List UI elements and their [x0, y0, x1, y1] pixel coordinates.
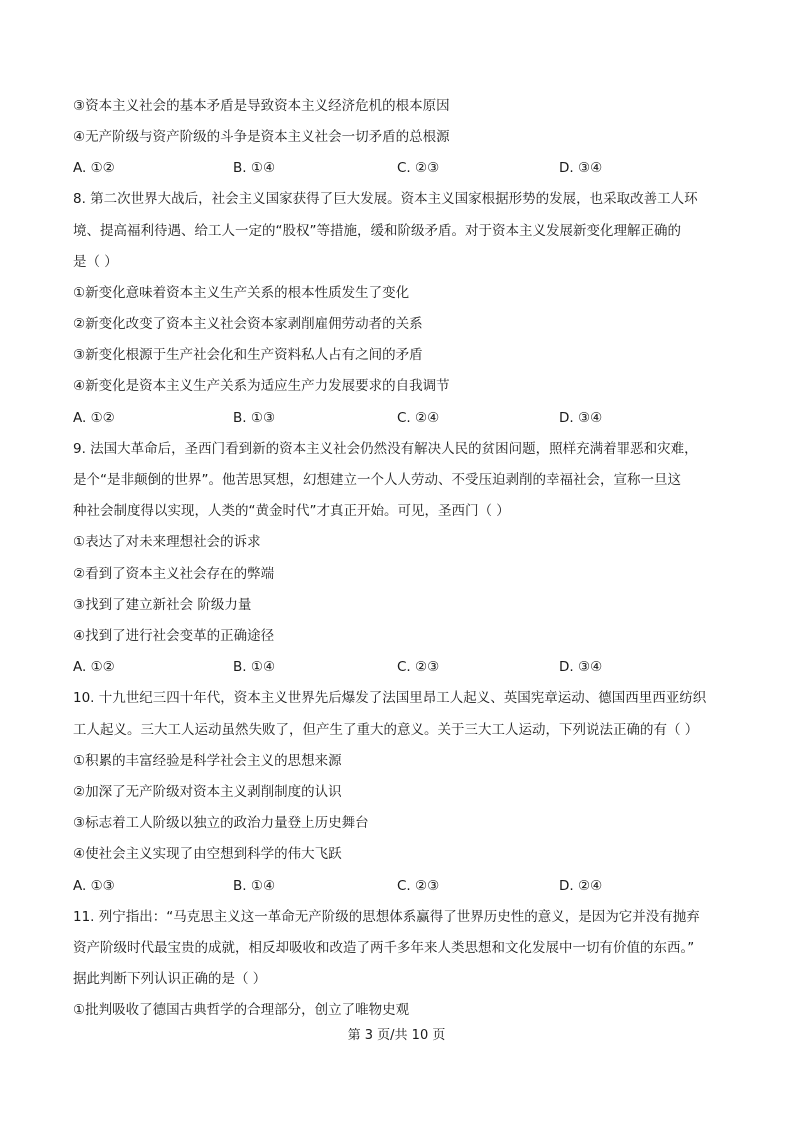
option-q9-d: D. ③④ — [559, 659, 603, 675]
question-9-stem-line-1: 9. 法国大革命后，圣西门看到新的资本主义社会仍然没有解决人民的贫困问题，照样充满着罪恶和灾难， — [73, 441, 698, 457]
statement-q8-1: ①新变化意味着资本主义生产关系的根本性质发生了变化 — [73, 285, 410, 301]
statement-q7-4: ④无产阶级与资产阶级的斗争是资本主义社会一切矛盾的总根源 — [73, 129, 450, 145]
statement-q10-3: ③标志着工人阶级以独立的政治力量登上历史舞台 — [73, 815, 369, 831]
statement-q11-1: ①批判吸收了德国古典哲学的合理部分，创立了唯物史观 — [73, 1002, 410, 1018]
question-9-stem-line-2: 是个“是非颠倒的世界”。他苦思冥想，幻想建立一个人人劳动、不受压迫剥削的幸福社会，宣称一旦这 — [73, 472, 681, 488]
statement-q8-4: ④新变化是资本主义生产关系为适应生产力发展要求的自我调节 — [73, 378, 450, 394]
question-11-stem-line-2: 资产阶级时代最宝贵的成就，相反却吸收和改造了两千多年来人类思想和文化发展中一切有价值的东西。” — [73, 940, 695, 956]
question-10-stem-line-1: 10. 十九世纪三四十年代，资本主义世界先后爆发了法国里昂工人起义、英国宪章运动、德国西里西亚纺织 — [73, 690, 707, 706]
question-10-stem-line-2: 工人起义。三大工人运动虽然失败了，但产生了重大的意义。关于三大工人运动，下列说法正确的有（ ） — [73, 722, 699, 738]
statement-q10-2: ②加深了无产阶级对资本主义剥削制度的认识 — [73, 784, 342, 800]
option-q7-c: C. ②③ — [397, 160, 440, 176]
question-11-stem-line-3: 据此判断下列认识正确的是（ ） — [73, 971, 267, 987]
option-q10-c: C. ②③ — [397, 878, 440, 894]
option-q9-a: A. ①② — [73, 659, 115, 675]
statement-q7-3: ③资本主义社会的基本矛盾是导致资本主义经济危机的根本原因 — [73, 98, 450, 114]
option-q9-c: C. ②③ — [397, 659, 440, 675]
option-q7-a: A. ①② — [73, 160, 115, 176]
statement-q10-1: ①积累的丰富经验是科学社会主义的思想来源 — [73, 753, 342, 769]
statement-q9-2: ②看到了资本主义社会存在的弊端 — [73, 566, 275, 582]
page-footer: 第 3 页/共 10 页 — [347, 1028, 446, 1043]
option-q10-b: B. ①④ — [233, 878, 276, 894]
statement-q9-3: ③找到了建立新社会 阶级力量 — [73, 597, 252, 613]
statement-q9-4: ④找到了进行社会变革的正确途径 — [73, 628, 275, 644]
option-q7-d: D. ③④ — [559, 160, 603, 176]
option-q8-b: B. ①③ — [233, 410, 276, 426]
option-q8-a: A. ①② — [73, 410, 115, 426]
question-8-stem-line-3: 是（ ） — [73, 254, 118, 270]
question-11-stem-line-1: 11. 列宁指出：“马克思主义这一革命无产阶级的思想体系赢得了世界历史性的意义，是因为它并没有抛弃 — [73, 909, 700, 925]
statement-q8-3: ③新变化根源于生产社会化和生产资料私人占有之间的矛盾 — [73, 347, 423, 363]
statement-q9-1: ①表达了对未来理想社会的诉求 — [73, 534, 261, 550]
option-q10-a: A. ①③ — [73, 878, 115, 894]
option-q10-d: D. ②④ — [559, 878, 603, 894]
question-8-stem-line-2: 境、提高福利待遇、给工人一定的“股权”等措施，缓和阶级矛盾。对于资本主义发展新变化理解正确的 — [73, 223, 681, 239]
option-q8-c: C. ②④ — [397, 410, 440, 426]
option-q8-d: D. ③④ — [559, 410, 603, 426]
question-8-stem-line-1: 8. 第二次世界大战后，社会主义国家获得了巨大发展。资本主义国家根据形势的发展，也采取改善工人环 — [73, 191, 698, 207]
statement-q10-4: ④使社会主义实现了由空想到科学的伟大飞跃 — [73, 846, 342, 862]
option-q7-b: B. ①④ — [233, 160, 276, 176]
option-q9-b: B. ①④ — [233, 659, 276, 675]
statement-q8-2: ②新变化改变了资本主义社会资本家剥削雇佣劳动者的关系 — [73, 316, 423, 332]
question-9-stem-line-3: 种社会制度得以实现，人类的“黄金时代”才真正开始。可见，圣西门（ ） — [73, 503, 510, 519]
